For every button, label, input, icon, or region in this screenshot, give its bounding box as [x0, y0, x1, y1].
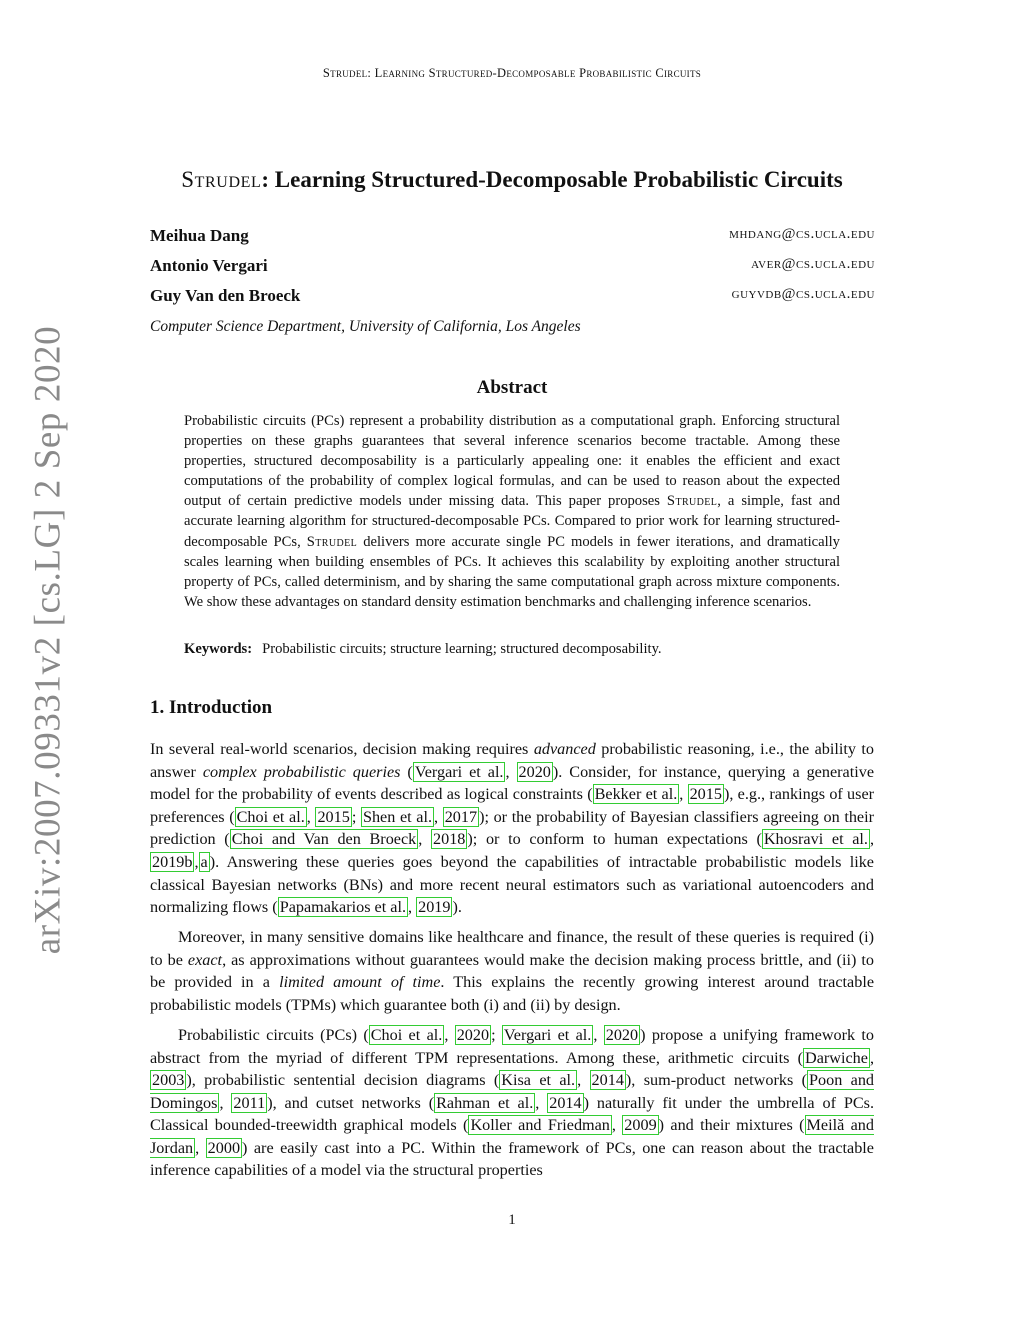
text: , [418, 830, 431, 849]
title-rest: : Learning Structured-Decomposable Probabilistic Circuits [261, 167, 843, 192]
text: , [306, 807, 316, 826]
text: ; [491, 1025, 502, 1044]
author-name: Meihua Dang [150, 226, 249, 245]
paragraph [150, 1024, 874, 1182]
author-row [150, 256, 875, 276]
citation-link[interactable]: 2015 [689, 785, 722, 804]
text: ). Consider, for instance, querying a generative model for the probability of events described as logical constraints ( [150, 762, 874, 804]
text: probabilistic reasoning, i.e., the ability to answer [150, 740, 875, 781]
text: , [535, 1093, 548, 1112]
text: ). [452, 898, 462, 917]
text: , [195, 1138, 206, 1157]
text: ), sum-product networks ( [625, 1071, 807, 1090]
citation-link[interactable]: 2017 [444, 807, 478, 826]
emphasis: limited amount of time [279, 973, 441, 992]
text: Moreover, in many sensitive domains like healthcare and finance, the result of these queries is required (i) to be [150, 928, 874, 969]
citation-link[interactable]: a [200, 852, 208, 871]
citation-link[interactable]: Koller and Friedman [470, 1116, 610, 1135]
abstract-text [184, 411, 840, 612]
text: , [505, 762, 517, 781]
keywords-label: Keywords: [184, 641, 253, 657]
keywords [184, 641, 840, 658]
citation-link[interactable]: 2000 [207, 1138, 241, 1157]
text: ). Answering these queries goes beyond the capabilities of intractable probabilistic models like classical Bayesian networks (BNs) and more recent neural estimators such as variational autoencoders and normalizing flows ( [150, 852, 874, 917]
citation-link[interactable]: 2019 [418, 898, 451, 917]
page-number: 1 [508, 1212, 516, 1228]
text: ) naturally fit under the umbrella of PCs. Classical bounded-treewidth graphical models ( [150, 1093, 875, 1135]
text: , [679, 785, 688, 804]
keywords-text: Probabilistic circuits; structure learning; structured decomposability. [262, 641, 662, 657]
author-email[interactable]: guyvdb@cs.ucla.edu [731, 286, 875, 302]
text: , [194, 852, 199, 871]
citation-link[interactable]: 2009 [624, 1116, 657, 1135]
citation-link[interactable]: Poon and Domingos [150, 1071, 875, 1112]
citation-link[interactable]: 2020 [605, 1025, 639, 1044]
citation-link[interactable]: Rahman et al. [436, 1093, 534, 1112]
abstract-text-part: delivers more accurate single PC models in fewer iterations, and dramatically scales learning when building ensembles of PCs. It achieves this scalability by exploiting another structural property of PCs, called determinism, and by sharing the same computational graph across mixture components. We show these advantages on standard density estimation benchmarks and challenging inference scenarios. [184, 533, 840, 610]
arxiv-identifier-stamp: arXiv:2007.09331v2 [cs.LG] 2 Sep 2020 [27, 325, 69, 955]
citation-link[interactable]: 2015 [317, 807, 350, 826]
citation-link[interactable]: Shen et al. [362, 807, 432, 826]
text: In several real-world scenarios, decision making requires [150, 740, 534, 758]
text: ) and their mixtures ( [658, 1116, 805, 1135]
citation-link[interactable]: 2014 [591, 1071, 624, 1090]
citation-link[interactable]: 2018 [433, 830, 466, 849]
text: , [219, 1093, 232, 1112]
paragraph [150, 926, 874, 1016]
citation-link[interactable]: 2020 [456, 1025, 490, 1044]
emphasis: advanced [533, 740, 596, 758]
paragraph [150, 738, 874, 919]
text: . This explains the recently growing interest around tractable probabilistic models (TPMs) which guarantee both (i) and (ii) by design. [150, 973, 875, 1014]
citation-link[interactable]: 2020 [518, 762, 551, 781]
citation-link[interactable]: Bekker et al. [594, 785, 678, 804]
text: , [434, 807, 443, 826]
author-name: Guy Van den Broeck [150, 286, 301, 305]
author-row [150, 226, 875, 246]
text: ) propose a unifying framework to abstract from the myriad of different TPM representations. Among these, arithmetic circuits ( [150, 1025, 875, 1067]
author-row [150, 286, 875, 306]
method-name: Strudel [306, 533, 358, 550]
text: , [408, 898, 417, 917]
citation-link[interactable]: Khosravi et al. [763, 830, 868, 849]
citation-link[interactable]: Meilă and Jordan [150, 1116, 874, 1157]
text: ), probabilistic sentential decision diagrams ( [186, 1071, 500, 1090]
text: ), e.g., rankings of user preferences ( [150, 785, 875, 826]
text: , [611, 1116, 623, 1135]
body-text [150, 738, 874, 1189]
author-email[interactable]: aver@cs.ucla.edu [751, 256, 875, 272]
text: ), and cutset networks ( [267, 1093, 435, 1112]
citation-link[interactable]: Papamakarios et al. [279, 898, 406, 917]
text: ; [351, 807, 361, 826]
abstract-heading: Abstract [476, 377, 548, 398]
title-smallcaps: Strudel [181, 167, 262, 192]
text: ) are easily cast into a PC. Within the framework of PCs, one can reason about the tractable inference capabilities of a model via the structural properties [150, 1138, 874, 1180]
text: ( [400, 762, 413, 781]
author-email[interactable]: mhdang@cs.ucla.edu [729, 226, 875, 242]
abstract-text-part: Probabilistic circuits (PCs) represent a probability distribution as a computational graph. Enforcing structural properties on these graphs guarantees that several inference scenarios become tractable. Among these properties, structured decomposability is a particularly appealing one: it enables the efficient and exact computations of the probability of complex logical formulas, and can be used to reason about the expected output of certain predictive models under missing data. This paper proposes [184, 413, 840, 510]
emphasis: complex probabilistic queries [202, 762, 401, 781]
citation-link[interactable]: Darwiche [805, 1048, 868, 1067]
paper-title [0, 167, 1024, 193]
text: , [593, 1025, 604, 1044]
text: ); or the probability of Bayesian classifiers agreeing on their prediction ( [150, 807, 875, 849]
citation-link[interactable]: 2019b [152, 852, 193, 871]
running-head: Strudel: Learning Structured-Decomposable Probabilistic Circuits [322, 66, 702, 80]
abstract-text-part: , a simple, fast and accurate learning algorithm for structured-decomposable PCs. Compared to prior work for learning structured-decomposable PCs, [184, 493, 840, 550]
citation-link[interactable]: 2003 [152, 1071, 185, 1090]
text: , as approximations without guarantees would make the decision making process brittle, and (ii) to be provided in a [150, 950, 874, 992]
citation-link[interactable]: 2011 [233, 1093, 266, 1112]
citation-link[interactable]: Kisa et al. [501, 1071, 576, 1090]
citation-link[interactable]: Vergari et al. [503, 1025, 592, 1044]
citation-link[interactable]: Choi and Van den Broeck [231, 830, 417, 849]
text: Probabilistic circuits (PCs) ( [178, 1025, 369, 1044]
method-name: Strudel [666, 493, 718, 510]
emphasis: exact [187, 950, 223, 969]
citation-link[interactable]: Vergari et al. [414, 762, 504, 781]
text: , [869, 1048, 874, 1067]
section-heading: 1. Introduction [150, 697, 273, 718]
citation-link[interactable]: Choi et al. [236, 807, 305, 826]
author-name: Antonio Vergari [150, 256, 268, 275]
citation-link[interactable]: Choi et al. [370, 1025, 443, 1044]
citation-link[interactable]: 2014 [549, 1093, 582, 1112]
text: , [869, 830, 875, 849]
text: ); or to conform to human expectations ( [467, 830, 762, 849]
text: , [444, 1025, 455, 1044]
text: , [577, 1071, 590, 1090]
affiliation: Computer Science Department, University of California, Los Angeles [150, 318, 581, 335]
